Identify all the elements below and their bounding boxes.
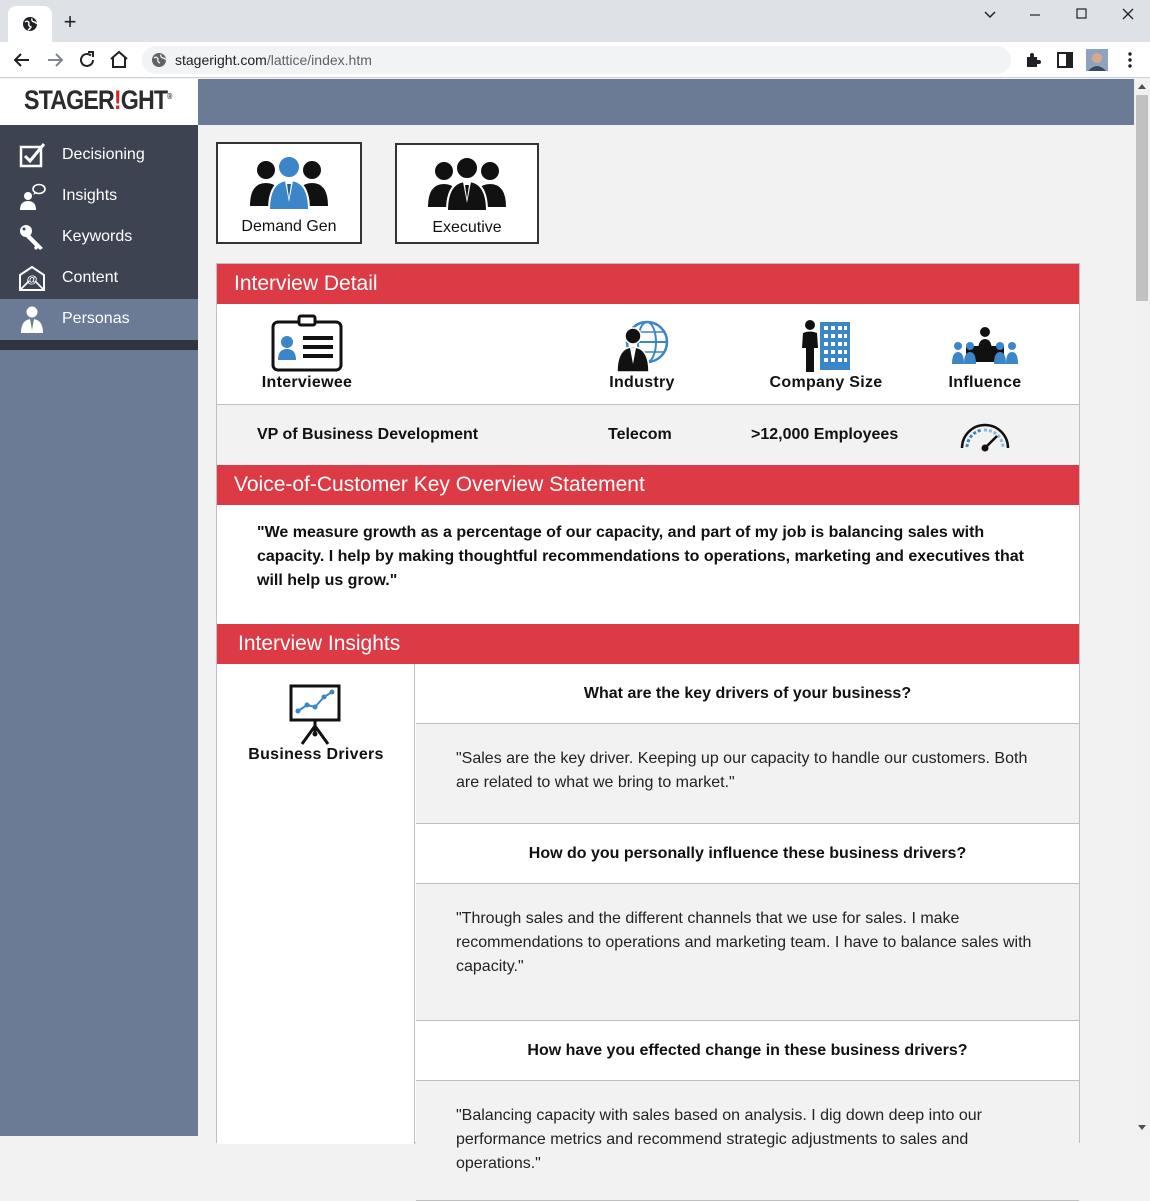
key-icon — [18, 224, 46, 251]
sidebar-item-label: Content — [62, 269, 119, 286]
reload-icon[interactable] — [75, 48, 99, 72]
interviewee-value: VP of Business Development — [257, 426, 479, 443]
influence-gauge-icon — [958, 420, 1012, 452]
url-text — [175, 52, 372, 68]
checkbox-icon — [18, 142, 46, 169]
company-size-label: Company Size — [769, 374, 883, 391]
industry-globe-icon — [611, 318, 673, 372]
email-at-icon — [18, 265, 46, 292]
close-icon[interactable] — [1113, 4, 1143, 26]
header-bar — [198, 79, 1134, 125]
answer-text: "Balancing capacity with sales based on analysis. I dig down deep into our performance metrics and recommend strategic adjustments to sales and operations." — [456, 1107, 982, 1172]
insight-question — [416, 1021, 1079, 1081]
browser-toolbar — [0, 42, 1150, 78]
sidebar-item-personas[interactable] — [0, 299, 198, 340]
persona-detail-card — [216, 263, 1080, 1172]
interview-detail-header — [217, 264, 1079, 304]
sidebar-item-content[interactable] — [0, 258, 198, 299]
sidebar-item-label: Decisioning — [62, 146, 145, 163]
section-title: Interview Insights — [238, 632, 401, 655]
interview-detail-values — [217, 404, 1079, 465]
maximize-icon[interactable] — [1066, 4, 1096, 26]
sidebar-item-decisioning[interactable] — [0, 135, 198, 176]
logo-text-bang: ! — [113, 85, 121, 115]
insight-answer — [416, 884, 1079, 1021]
extensions-icon[interactable] — [1023, 50, 1043, 70]
answer-text: "Sales are the key driver. Keeping up our capacity to handle our customers. Both are related to what we bring to market." — [456, 750, 1028, 791]
team-blue-leader-icon — [246, 154, 332, 210]
insight-question — [416, 664, 1079, 724]
app-viewport — [0, 79, 1134, 1172]
sidebar-item-insights[interactable] — [0, 176, 198, 217]
voc-statement: "We measure growth as a percentage of our capacity, and part of my job is balancing sales with capacity. I help by making thoughtful recommendations to operations, marketing and executives that will help us grow." — [257, 524, 1024, 589]
section-title: Voice-of-Customer Key Overview Statement — [234, 473, 645, 496]
id-card-icon — [271, 314, 343, 372]
url-host: stageright.com — [175, 52, 267, 68]
presentation-chart-icon — [287, 682, 343, 746]
logo-area — [0, 79, 198, 125]
profile-avatar[interactable] — [1086, 49, 1108, 71]
minimize-icon[interactable] — [1020, 4, 1050, 26]
industry-label: Industry — [609, 374, 675, 391]
scroll-up-arrow-icon[interactable] — [1138, 84, 1146, 89]
page-scrollbar[interactable] — [1134, 79, 1150, 1136]
sidebar — [0, 125, 198, 1136]
person-speech-icon — [18, 183, 46, 210]
persona-demand-gen-button[interactable] — [216, 142, 362, 244]
persona-label: Executive — [432, 219, 502, 236]
sidebar-item-label: Personas — [62, 310, 130, 327]
influence-column — [935, 324, 1035, 392]
browser-tab-strip — [0, 0, 1150, 42]
site-info-icon[interactable] — [151, 52, 167, 68]
scroll-down-arrow-icon[interactable] — [1138, 1125, 1146, 1130]
persona-executive-button[interactable] — [395, 143, 539, 244]
industry-column — [597, 318, 687, 392]
sidebar-nav-footer — [0, 340, 198, 350]
home-icon[interactable] — [107, 48, 131, 72]
sidebar-item-label: Insights — [62, 187, 118, 204]
sidebar-item-label: Keywords — [62, 228, 133, 245]
new-tab-button[interactable]: + — [63, 9, 77, 34]
section-title: Interview Detail — [234, 272, 378, 295]
globe-icon — [22, 16, 38, 32]
question-text: How have you effected change in these business drivers? — [527, 1042, 968, 1059]
insight-answer — [416, 1081, 1079, 1201]
interviewee-label: Interviewee — [261, 374, 353, 391]
influence-meeting-icon — [950, 324, 1020, 372]
browser-tab[interactable] — [8, 6, 52, 42]
question-text: How do you personally influence these business drivers? — [528, 845, 967, 862]
svg-text:@: @ — [26, 274, 38, 286]
side-panel-icon[interactable] — [1055, 50, 1075, 70]
tab-search-icon[interactable] — [975, 4, 1005, 26]
scrollbar-thumb[interactable] — [1136, 95, 1148, 301]
stageright-logo[interactable] — [24, 85, 171, 116]
voc-header — [217, 465, 1079, 505]
insight-answer — [416, 724, 1079, 824]
interview-insights-header — [217, 624, 1079, 664]
insight-category-label: Business Drivers — [248, 746, 384, 763]
url-path: /lattice/index.htm — [266, 52, 372, 68]
logo-text-stager: STAGER — [24, 85, 114, 115]
company-size-value: >12,000 Employees — [751, 426, 899, 443]
forward-icon[interactable] — [43, 48, 67, 72]
logo-registered-mark: ® — [167, 92, 172, 101]
question-text: What are the key drivers of your business? — [583, 685, 912, 702]
industry-value: Telecom — [608, 426, 672, 443]
persona-icon — [18, 306, 46, 333]
interview-detail-columns — [217, 304, 1079, 404]
persona-label: Demand Gen — [241, 218, 337, 235]
main-content — [198, 125, 1134, 1172]
answer-text: "Through sales and the different channels that we use for sales. I make recommendations to operations and marketing team. I have to balance sales with capacity." — [456, 910, 1032, 975]
back-icon[interactable] — [10, 48, 34, 72]
sidebar-item-keywords[interactable] — [0, 217, 198, 258]
team-black-icon — [424, 155, 510, 211]
interview-insights — [217, 664, 1079, 1172]
interviewee-column — [247, 314, 367, 392]
insight-category — [217, 664, 415, 1144]
insight-question — [416, 824, 1079, 884]
influence-label: Influence — [948, 374, 1022, 391]
logo-text-ght: GHT — [120, 85, 168, 115]
company-size-column — [765, 318, 887, 392]
company-building-icon — [798, 318, 854, 372]
address-bar[interactable] — [142, 46, 1011, 74]
more-menu-icon[interactable] — [1120, 50, 1140, 70]
profile-photo — [1086, 49, 1108, 71]
sidebar-nav — [0, 125, 198, 350]
